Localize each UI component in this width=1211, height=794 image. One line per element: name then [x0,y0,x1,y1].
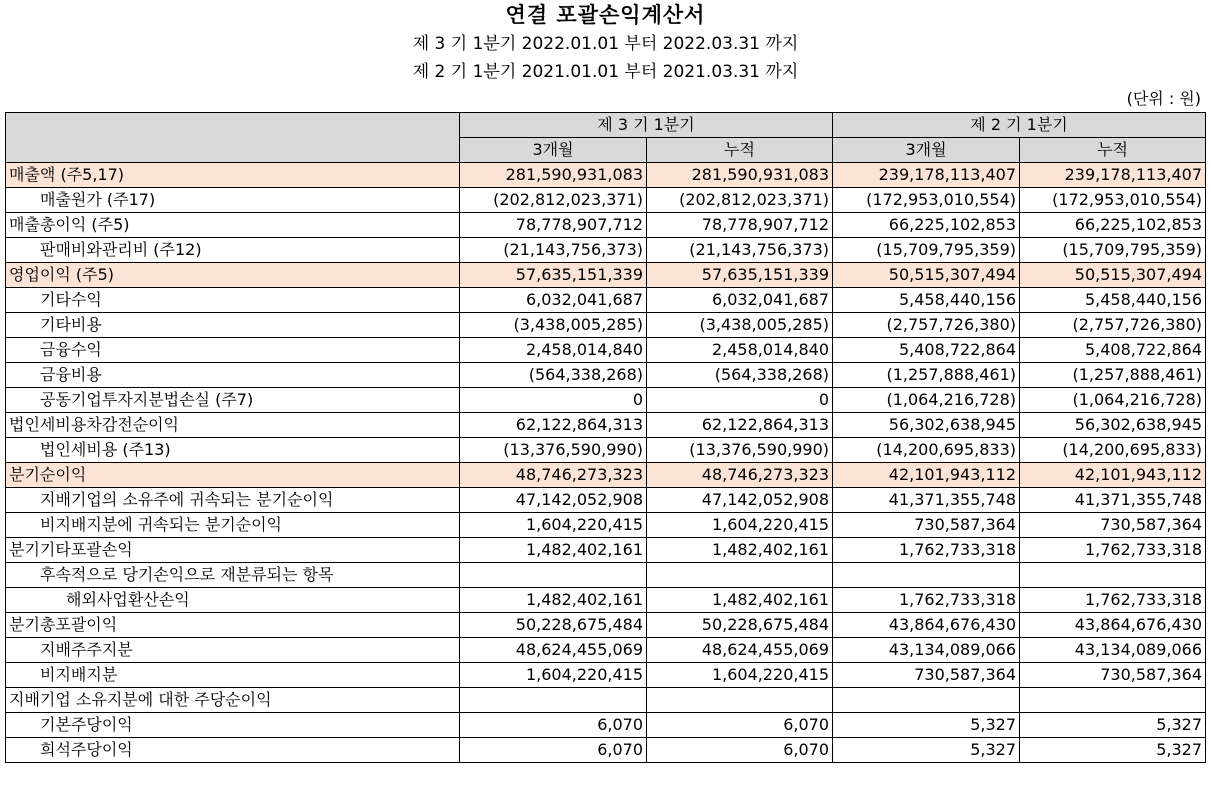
row-value: 730,587,364 [833,663,1020,688]
table-row [6,188,1206,213]
row-value: (2,757,726,380) [833,313,1020,338]
row-label: 금융비용 [6,363,460,388]
row-value: 2,458,014,840 [647,338,833,363]
row-value: 41,371,355,748 [1020,488,1206,513]
table-row [6,663,1206,688]
table-row [6,713,1206,738]
row-value: 1,604,220,415 [647,663,833,688]
row-value: 1,762,733,318 [1020,538,1206,563]
subheader-prior-cumulative: 누적 [1020,138,1206,163]
row-label: 지배기업 소유지분에 대한 주당순이익 [6,688,460,713]
row-value: 6,032,041,687 [460,288,647,313]
row-value: 5,327 [833,713,1020,738]
row-value: 5,327 [833,738,1020,763]
row-value: 239,178,113,407 [1020,163,1206,188]
row-value: (564,338,268) [647,363,833,388]
row-value: 1,482,402,161 [647,588,833,613]
row-value: 5,327 [1020,738,1206,763]
row-value: 66,225,102,853 [1020,213,1206,238]
table-row [6,513,1206,538]
row-value: (14,200,695,833) [1020,438,1206,463]
row-value: (13,376,590,990) [647,438,833,463]
row-value [647,563,833,588]
table-row [6,163,1206,188]
row-value: 5,408,722,864 [1020,338,1206,363]
table-row [6,588,1206,613]
row-value: 48,746,273,323 [647,463,833,488]
table-row [6,338,1206,363]
row-value: 2,458,014,840 [460,338,647,363]
row-value: (3,438,005,285) [460,313,647,338]
table-header [6,113,1206,163]
row-value: 1,482,402,161 [460,538,647,563]
row-value: 6,070 [647,738,833,763]
table-row [6,413,1206,438]
row-value: 0 [647,388,833,413]
row-label: 기본주당이익 [6,713,460,738]
row-value: (202,812,023,371) [460,188,647,213]
row-value [460,688,647,713]
row-value: 239,178,113,407 [833,163,1020,188]
row-value [1020,563,1206,588]
row-label: 금융수익 [6,338,460,363]
row-value: 0 [460,388,647,413]
row-label: 판매비와관리비 (주12) [6,238,460,263]
row-value: (3,438,005,285) [647,313,833,338]
row-value: (1,257,888,461) [1020,363,1206,388]
row-value: 50,228,675,484 [460,613,647,638]
row-value: 62,122,864,313 [647,413,833,438]
row-label: 분기기타포괄손익 [6,538,460,563]
row-value: 1,604,220,415 [647,513,833,538]
unit-label: (단위 : 원) [1126,89,1201,108]
subheader-current-3m: 3개월 [460,138,647,163]
row-value: 6,070 [647,713,833,738]
row-value [647,688,833,713]
period-current: 제 3 기 1분기 2022.01.01 부터 2022.03.31 까지 [412,34,799,54]
row-value: (172,953,010,554) [833,188,1020,213]
row-value: (2,757,726,380) [1020,313,1206,338]
table-row [6,438,1206,463]
row-value: 50,228,675,484 [647,613,833,638]
row-value: 730,587,364 [1020,513,1206,538]
row-label: 지배주주지분 [6,638,460,663]
row-label: 비지배지분에 귀속되는 분기순이익 [6,513,460,538]
table-row [6,238,1206,263]
row-value: 281,590,931,083 [647,163,833,188]
row-value: 43,134,089,066 [833,638,1020,663]
row-value: 6,070 [460,738,647,763]
row-value: 66,225,102,853 [833,213,1020,238]
statement-title: 연결 포괄손익계산서 [505,3,706,27]
row-value: 48,746,273,323 [460,463,647,488]
row-value: 48,624,455,069 [647,638,833,663]
row-value: (202,812,023,371) [647,188,833,213]
row-label: 기타비용 [6,313,460,338]
table-row [6,638,1206,663]
row-value: 57,635,151,339 [460,263,647,288]
table-row [6,388,1206,413]
row-label: 비지배지분 [6,663,460,688]
row-value: 43,864,676,430 [1020,613,1206,638]
row-value: (564,338,268) [460,363,647,388]
subheader-current-cumulative: 누적 [647,138,833,163]
row-value: 1,604,220,415 [460,663,647,688]
row-label: 영업이익 (주5) [6,263,460,288]
row-value: (1,064,216,728) [833,388,1020,413]
table-row [6,288,1206,313]
row-value: 50,515,307,494 [833,263,1020,288]
row-value: 43,864,676,430 [833,613,1020,638]
row-label: 분기순이익 [6,463,460,488]
table-row [6,688,1206,713]
row-value: (1,257,888,461) [833,363,1020,388]
row-value: 42,101,943,112 [833,463,1020,488]
subheader-prior-3m: 3개월 [833,138,1020,163]
row-value: (172,953,010,554) [1020,188,1206,213]
row-value: 6,032,041,687 [647,288,833,313]
table-body [6,163,1206,763]
row-label: 분기총포괄이익 [6,613,460,638]
row-value [1020,688,1206,713]
row-value: (21,143,756,373) [647,238,833,263]
row-value [833,688,1020,713]
table-row [6,738,1206,763]
table-row [6,613,1206,638]
row-label: 지배기업의 소유주에 귀속되는 분기순이익 [6,488,460,513]
row-value: (14,200,695,833) [833,438,1020,463]
row-label: 기타수익 [6,288,460,313]
period-header-current: 제 3 기 1분기 [460,113,833,138]
row-label: 후속적으로 당기손익으로 재분류되는 항목 [6,563,460,588]
row-value: 78,778,907,712 [647,213,833,238]
row-value: (21,143,756,373) [460,238,647,263]
row-value: 5,327 [1020,713,1206,738]
period-header-prior: 제 2 기 1분기 [833,113,1206,138]
row-value: 6,070 [460,713,647,738]
account-header-cell [6,113,460,163]
row-label: 해외사업환산손익 [6,588,460,613]
row-value: 5,408,722,864 [833,338,1020,363]
row-value: (15,709,795,359) [1020,238,1206,263]
row-value: 57,635,151,339 [647,263,833,288]
row-value: 42,101,943,112 [1020,463,1206,488]
row-value: 41,371,355,748 [833,488,1020,513]
income-statement-table [5,112,1206,763]
row-value: 5,458,440,156 [833,288,1020,313]
row-value: 281,590,931,083 [460,163,647,188]
table-row [6,463,1206,488]
row-value: (1,064,216,728) [1020,388,1206,413]
row-value: (13,376,590,990) [460,438,647,463]
row-value: 78,778,907,712 [460,213,647,238]
row-value: 56,302,638,945 [1020,413,1206,438]
table-row [6,538,1206,563]
row-value [833,563,1020,588]
table-row [6,363,1206,388]
row-value: 730,587,364 [833,513,1020,538]
row-value: 47,142,052,908 [460,488,647,513]
period-prior: 제 2 기 1분기 2021.01.01 부터 2021.03.31 까지 [412,62,799,82]
row-value: 1,482,402,161 [647,538,833,563]
table-row [6,213,1206,238]
table-row [6,313,1206,338]
table-row [6,563,1206,588]
row-value: 1,604,220,415 [460,513,647,538]
row-value: 43,134,089,066 [1020,638,1206,663]
row-value: 56,302,638,945 [833,413,1020,438]
row-value: 1,762,733,318 [1020,588,1206,613]
row-value: 1,762,733,318 [833,588,1020,613]
row-value: 50,515,307,494 [1020,263,1206,288]
row-value: (15,709,795,359) [833,238,1020,263]
row-value: 1,762,733,318 [833,538,1020,563]
row-value: 48,624,455,069 [460,638,647,663]
row-label: 법인세비용차감전순이익 [6,413,460,438]
row-value: 5,458,440,156 [1020,288,1206,313]
row-value: 62,122,864,313 [460,413,647,438]
row-label: 공동기업투자지분법손실 (주7) [6,388,460,413]
row-value: 1,482,402,161 [460,588,647,613]
row-label: 매출원가 (주17) [6,188,460,213]
row-value: 47,142,052,908 [647,488,833,513]
table-row [6,488,1206,513]
row-label: 희석주당이익 [6,738,460,763]
table-row [6,263,1206,288]
row-label: 법인세비용 (주13) [6,438,460,463]
row-value: 730,587,364 [1020,663,1206,688]
row-label: 매출액 (주5,17) [6,163,460,188]
row-label: 매출총이익 (주5) [6,213,460,238]
row-value [460,563,647,588]
